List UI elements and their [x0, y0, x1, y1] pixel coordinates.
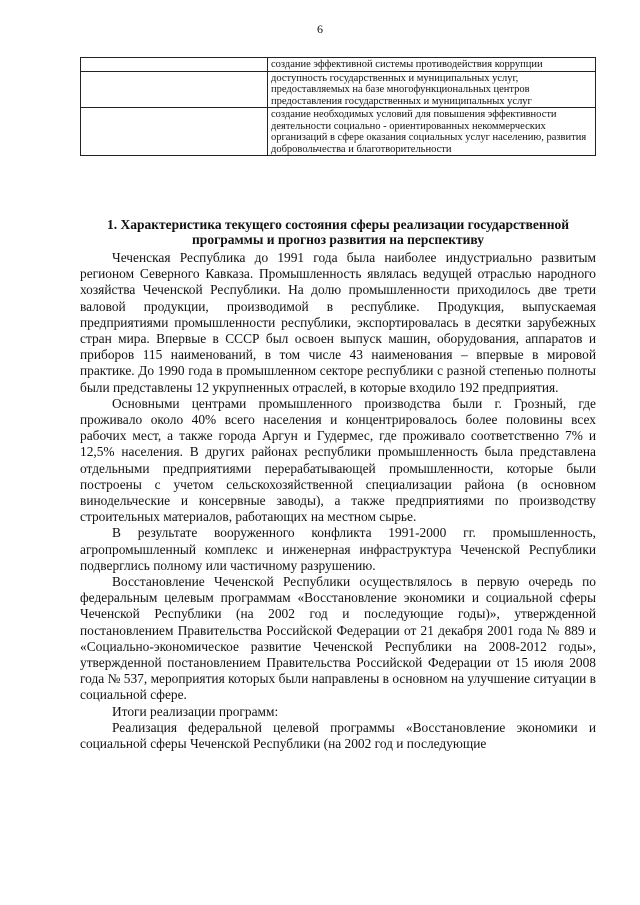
table-row — [81, 108, 596, 156]
paragraph: Восстановление Чеченской Республики осуществлялось в первую очередь по федеральным целевым программам «Восстановление экономики и социальной сферы Чеченской Республики (на 2002 год и последующие годы)», утвержденной постановлением Правительства Российской Федерации от 21 декабря 2001 года № 889 и «Социально-экономическое развитие Чеченской Республики на 2008-2012 годы», утвержденной постановлением Правительства Российской Федерации от 15 июля 2008 года № 537, мероприятия которых были направлены в основном на улучшение ситуации в социальной сфере. — [80, 574, 596, 703]
table-cell-goal: доступность государственных и муниципальных услуг, предоставляемых на базе многофункциональных центров предоставления государственных и муниципальных услуг — [268, 71, 596, 108]
paragraph: Реализация федеральной целевой программы «Восстановление экономики и социальной сферы Чеченской Республики (на 2002 год и последующие — [80, 719, 596, 752]
table-cell-left — [81, 108, 268, 156]
paragraph: Основными центрами промышленного производства были г. Грозный, где проживало около 40% всего населения и концентрировалось более половины всех рабочих мест, а также города Аргун и Гудермес, где проживало соответственно 7% и 12,5% населения. В других районах республики промышленность была представлена отдельными предприятиями перерабатывающей промышленности, которые были построены с учетом сельскохозяйственной специализации района (в основном винодельческие и консервные заводы), а также предприятиями по производству строительных материалов, работающих на местном сырье. — [80, 395, 596, 525]
paragraph: Итоги реализации программ: — [112, 703, 279, 719]
section-title: 1. Характеристика текущего состояния сферы реализации государственной программы и прогноз развития на перспективу — [106, 217, 570, 247]
paragraph: В результате вооруженного конфликта 1991-2000 гг. промышленность, агропромышленный комплекс и инженерная инфраструктура Чеченской Республики подверглись полному или частичному разрушению. — [80, 525, 596, 573]
table-cell-goal: создание необходимых условий для повышения эффективности деятельности социально - ориентированных некоммерческих организаций в сфере оказания социальных услуг населению, развития добровольчества и благотворительности — [268, 108, 596, 156]
table-cell-goal: создание эффективной системы противодействия коррупции — [268, 58, 596, 72]
table-row — [81, 58, 596, 72]
table-cell-left — [81, 58, 268, 72]
body-text — [80, 250, 596, 752]
goals-table — [80, 57, 596, 156]
table-row — [81, 71, 596, 108]
paragraph: Чеченская Республика до 1991 года была наиболее индустриально развитым регионом Северного Кавказа. Промышленность являлась ведущей отраслью народного хозяйства Чеченской Республики. На долю промышленности приходилось две трети валовой продукции, производимой в республике. Продукция, выпускаемая предприятиями промышленности республики, экспортировалась в десятки зарубежных стран мира. Впервые в СССР был освоен выпуск машин, оборудования, аппаратов и приборов 115 наименований, в том числе 43 наименования – впервые в мировой практике. До 1990 года в промышленном секторе республики с разной степенью полноты были представлены 12 укрупненных отраслей, в которые входило 192 предприятия. — [80, 250, 596, 395]
table-cell-left — [81, 71, 268, 108]
page-number: 6 — [317, 22, 323, 36]
